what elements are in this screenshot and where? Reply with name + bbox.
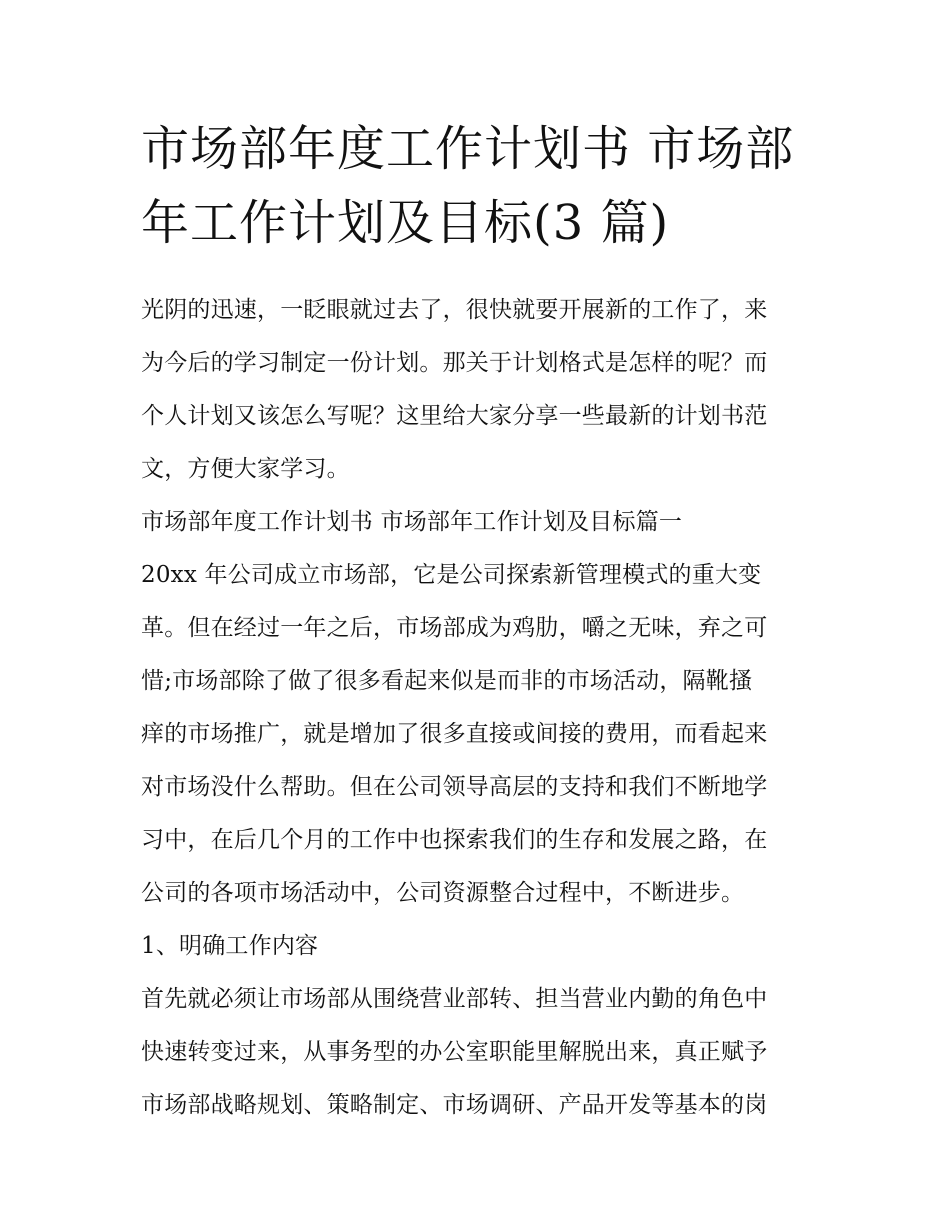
paragraph-line: 痒的市场推广，就是增加了很多直接或间接的费用，而看起来 <box>141 721 768 747</box>
paragraph-line: 快速转变过来，从事务型的办公室职能里解脱出来，真正赋予 <box>141 1039 768 1065</box>
paragraph-line: 首先就必须让市场部从围绕营业部转、担当营业内勤的角色中 <box>141 986 768 1012</box>
paragraph-line: 公司的各项市场活动中，公司资源整合过程中，不断进步。 <box>141 880 745 906</box>
document-title <box>141 112 813 260</box>
intro-line: 光阴的迅速，一眨眼就过去了，很快就要开展新的工作了，来 <box>141 297 768 323</box>
section-heading: 市场部年度工作计划书 市场部年工作计划及目标篇一 <box>141 509 683 535</box>
intro-line: 为今后的学习制定一份计划。那关于计划格式是怎样的呢？而 <box>141 350 768 376</box>
paragraph-line: 市场部战略规划、策略制定、市场调研、产品开发等基本的岗 <box>141 1092 768 1118</box>
paragraph-line: 惜;市场部除了做了很多看起来似是而非的市场活动，隔靴搔 <box>141 668 753 694</box>
document-body <box>141 284 813 1132</box>
intro-line: 文，方便大家学习。 <box>141 456 350 482</box>
title-line: 年工作计划及目标(3 篇) <box>141 195 670 251</box>
paragraph-line: 革。但在经过一年之后，市场部成为鸡肋，嚼之无味，弃之可 <box>141 615 768 641</box>
paragraph-line: 对市场没什么帮助。但在公司领导高层的支持和我们不断地学 <box>141 774 768 800</box>
title-line: 市场部年度工作计划书 市场部 <box>141 121 795 177</box>
paragraph-line: 习中，在后几个月的工作中也探索我们的生存和发展之路，在 <box>141 827 768 853</box>
paragraph-line: 20xx 年公司成立市场部，它是公司探索新管理模式的重大变 <box>141 562 762 588</box>
intro-line: 个人计划又该怎么写呢？这里给大家分享一些最新的计划书范 <box>141 403 768 429</box>
numbered-heading: 1、明确工作内容 <box>141 933 319 959</box>
document-page <box>141 112 813 1132</box>
